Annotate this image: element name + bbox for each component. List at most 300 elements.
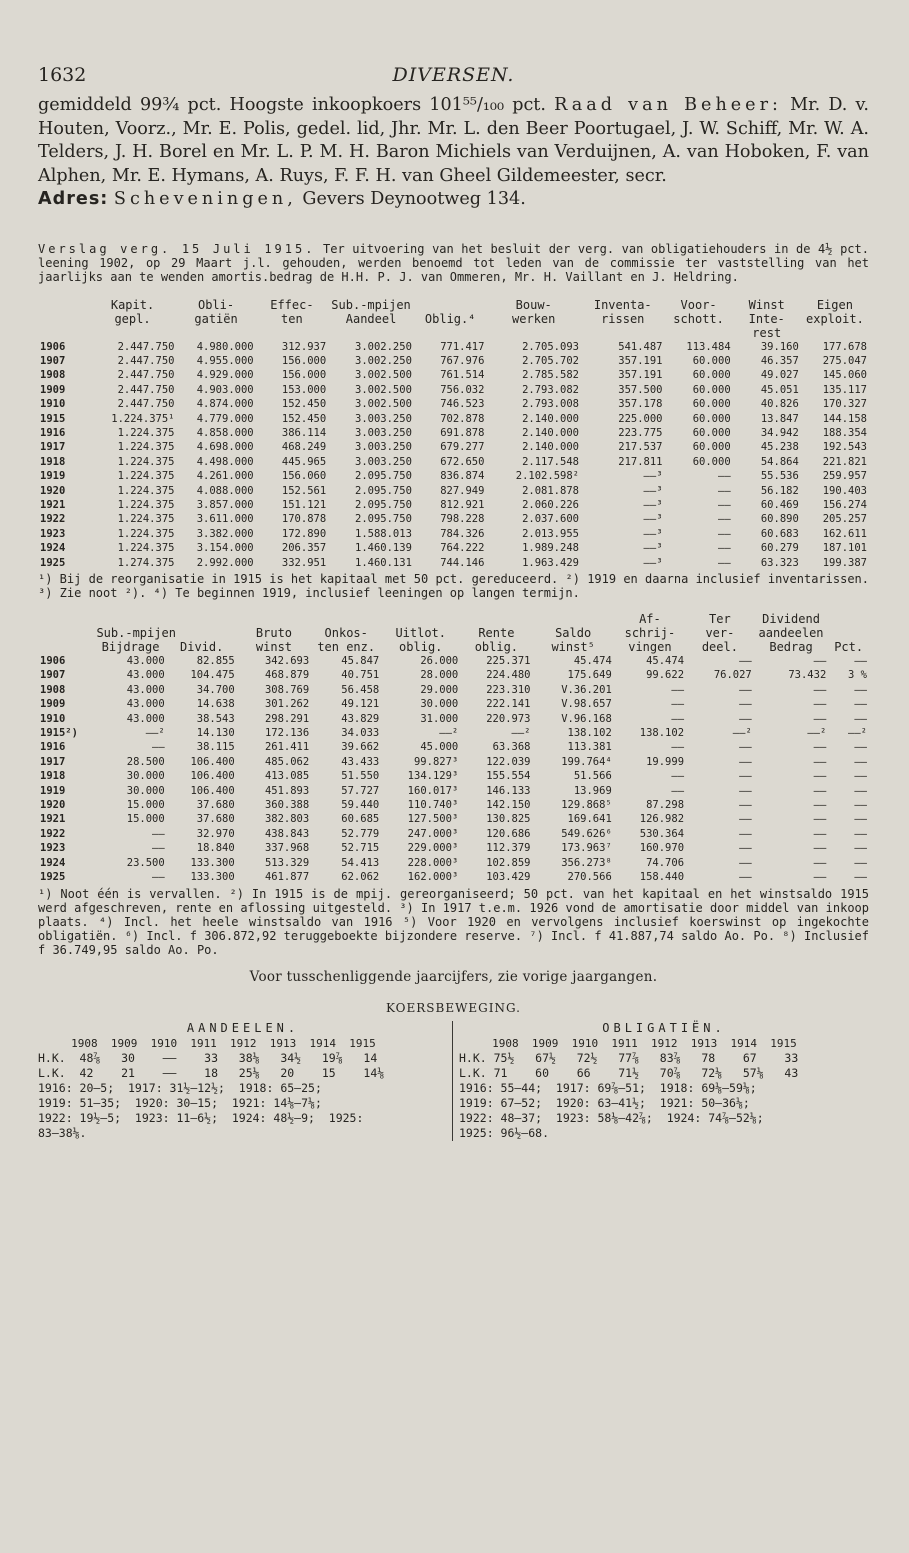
table-cell: 13.847	[760, 412, 799, 425]
address-label: Adres:	[38, 189, 109, 209]
table-cell: 1.224.375	[117, 470, 175, 483]
table-cell: 767.976	[440, 354, 485, 367]
table-cell: 106.400	[190, 755, 235, 768]
column-header	[167, 626, 237, 640]
table-cell: ——³	[643, 470, 663, 483]
year-cell: 1918	[40, 770, 66, 783]
table-cell: 1.224.375	[117, 513, 175, 526]
table-cell: 827.949	[440, 484, 485, 497]
table-cell: 46.357	[760, 354, 799, 367]
table-cell: 32.970	[196, 827, 235, 840]
table-cell: 217.537	[618, 441, 663, 454]
results-table	[38, 612, 869, 885]
table-cell: 2.140.000	[522, 441, 579, 454]
results-table-footnote: ¹) Noot één is vervallen. ²) In 1915 is de mpij. gereorganiseerd; 50 pct. van het kapitaal en het winstsaldo 1915 werd afgeschreven, rente en aflossing uitgesteld. ³) In 1917 t.e.m. 1926 vond de amortisatie door middel van inkoop plaats. ⁴) Incl. het heele winstsaldo van 1916 ⁵) Voor 1920 en vervolgens inclusief koerswinst op ingekochte obligatiën. ⁶) Incl. f 306.872,92 teruggeboekte bijzondere reserve. ⁷) Incl. f 41.887,74 saldo Ao. Po. ⁸) Inclusief f 36.749,95 saldo Ao. Po.	[38, 886, 869, 957]
year-cell: 1910	[40, 398, 66, 411]
year-cell: 1906	[40, 340, 66, 353]
table-cell: 1.224.375	[117, 498, 175, 511]
table-cell: 14.638	[196, 698, 235, 711]
table-row	[38, 856, 869, 870]
table-cell: ——	[854, 698, 867, 711]
table-cell: V.36.201	[561, 683, 612, 696]
table-cell: 1.989.248	[522, 542, 579, 555]
year-cell: 1925	[40, 871, 66, 884]
table-cell: 23.500	[126, 856, 165, 869]
table-cell: ——	[854, 784, 867, 797]
table-cell: 190.403	[822, 484, 867, 497]
meeting-report	[38, 242, 869, 284]
table-cell: 30.000	[126, 770, 165, 783]
year-cell: 1920	[40, 484, 66, 497]
table-cell: ——	[739, 799, 752, 812]
table-cell: 63.368	[492, 741, 531, 754]
table-cell: 784.326	[440, 527, 485, 540]
table-cell: ——	[813, 856, 827, 869]
table-cell: 2.447.750	[117, 369, 175, 382]
table-cell: ——	[739, 871, 752, 884]
obligatien-range-4: 1925: 96½—68.	[459, 1125, 550, 1140]
table-cell: 206.357	[281, 542, 327, 555]
table-cell: 225.000	[618, 412, 663, 425]
table-cell: ——	[739, 842, 752, 855]
column-header: deel.	[701, 640, 738, 654]
table-cell: 798.228	[440, 513, 485, 526]
table-cell: 34.033	[341, 727, 380, 740]
table-cell: 691.878	[440, 426, 485, 439]
table-cell: ——	[854, 842, 867, 855]
year-cell: 1910	[40, 712, 66, 725]
year-cell: 1924	[40, 542, 66, 555]
column-header	[801, 326, 869, 340]
table-cell: 4.955.000	[196, 354, 254, 367]
column-header: aandeelen	[758, 626, 824, 640]
obligatien-range-1: 1916: 55—44; 1917: 69⅞—51; 1918: 69⅛—59⅛;	[459, 1080, 757, 1095]
header-row	[38, 640, 869, 654]
table-cell: 1.224.375	[117, 441, 175, 454]
table-cell: 49.121	[341, 698, 380, 711]
table-cell: 60.890	[760, 513, 799, 526]
table-cell: ——²	[807, 727, 827, 740]
year-cell: 1922	[40, 827, 66, 840]
table-cell: ——	[813, 842, 827, 855]
table-cell: ——	[739, 741, 752, 754]
board-label: Raad van Beheer:	[554, 95, 782, 115]
year-cell: 1907	[40, 669, 66, 682]
table-cell: 3.382.000	[196, 527, 254, 540]
year-cell: 1917	[40, 755, 66, 768]
table-cell: 224.480	[486, 669, 531, 682]
table-cell: 175.649	[567, 669, 612, 682]
table-cell: 357.191	[618, 354, 663, 367]
year-cell: 1922	[40, 513, 66, 526]
table-cell: 51.566	[573, 770, 612, 783]
obligatien-years: 1908 1909 1910 1911 1912 1913 1914 1915	[459, 1036, 797, 1050]
table-cell: 26.000	[420, 655, 459, 667]
table-cell: 2.447.750	[117, 398, 175, 411]
table-cell: 160.970	[639, 842, 685, 855]
table-cell: 812.921	[440, 498, 485, 511]
obligatien-range-3: 1922: 48—37; 1923: 58⅛—42⅞; 1924: 74⅞—52⅛;	[459, 1110, 764, 1125]
table-cell: 29.000	[420, 683, 459, 696]
table-cell: 1.224.375	[117, 542, 175, 555]
table-cell: 60.000	[692, 441, 731, 454]
table-cell: 2.705.093	[522, 340, 579, 353]
table-cell: 60.683	[760, 527, 799, 540]
table-cell: 223.775	[618, 426, 663, 439]
table-cell: V.96.168	[561, 712, 612, 725]
table-cell: 162.611	[822, 527, 867, 540]
aandeelen-hk: H.K. 48⅞ 30 —— 33 38⅛ 34½ 19⅞ 14	[38, 1050, 378, 1065]
table-cell: ——	[813, 813, 827, 826]
table-cell: ——	[813, 698, 827, 711]
table-cell: ——	[739, 683, 752, 696]
table-row	[38, 769, 869, 783]
column-header: Ter	[709, 612, 731, 626]
table-cell: ——	[854, 741, 867, 754]
table-cell: 744.146	[440, 556, 485, 569]
table-cell: 192.543	[822, 441, 867, 454]
table-cell: 103.429	[486, 871, 531, 884]
table-cell: ——²	[732, 727, 752, 740]
table-cell: 160.017³	[407, 784, 459, 797]
table-cell: 4.698.000	[196, 441, 254, 454]
address-street: Gevers Deynootweg 134.	[302, 189, 526, 209]
year-cell: 1923	[40, 842, 66, 855]
table-cell: ——	[854, 712, 867, 725]
table-cell: 127.500³	[407, 813, 459, 826]
board-members: Mr. D. v. Houten, Voorz., Mr. E. Polis, gedel. lid, Jhr. Mr. L. den Beer Poortugael, J. W. Schiff, Mr. W. A. Telders, J. H. Borel en Mr. L. P. M. H. Baron Michiels van Verduijnen, A. van Hoboken, F. van Alphen, Mr. E. Hymans, A. Ruys, F. F. H. van Gheel Gildemeester, secr.	[38, 95, 870, 186]
table-row	[38, 827, 869, 841]
column-header	[89, 326, 177, 340]
column-header: Sub.-mpijen	[96, 626, 176, 640]
table-cell: ——	[739, 755, 752, 768]
year-cell: 1917	[40, 441, 66, 454]
table-cell: 451.893	[264, 784, 310, 797]
column-header: Kapit.	[110, 297, 155, 312]
company-intro	[38, 94, 869, 212]
table-cell: ——	[813, 784, 827, 797]
table-cell: ——	[854, 770, 867, 783]
table-row	[38, 426, 869, 440]
column-header	[38, 626, 94, 640]
table-cell: 144.158	[822, 412, 867, 425]
table-cell: 2.447.750	[117, 383, 175, 396]
table-cell: 2.037.600	[522, 513, 579, 526]
table-cell: 43.000	[126, 712, 165, 725]
column-header	[828, 626, 869, 640]
column-header	[414, 326, 487, 340]
table-cell: 468.879	[264, 669, 310, 682]
table-cell: 2.081.878	[522, 484, 579, 497]
table-cell: ——	[671, 698, 685, 711]
table-cell: 438.843	[264, 827, 310, 840]
table-cell: 761.514	[440, 369, 485, 382]
column-header: Oblig.⁴	[424, 311, 476, 326]
column-header	[256, 326, 329, 340]
column-header: Inventa-	[593, 297, 652, 312]
aandeelen-range-1: 1916: 20—5; 1917: 31½—12½; 1918: 65—25;	[38, 1080, 322, 1095]
column-header: winst	[255, 640, 293, 654]
table-row	[38, 354, 869, 368]
table-cell: 3.002.500	[355, 398, 412, 411]
year-cell: 1915	[40, 412, 66, 425]
balance-table-footnote: ¹) Bij de reorganisatie in 1915 is het kapitaal met 50 pct. gereduceerd. ²) 1919 en daarna inclusief inventarissen. ³) Zie noot ²). ⁴) Te beginnen 1919, inclusief leeningen op langen termijn.	[38, 572, 869, 600]
table-cell: 60.000	[692, 398, 731, 411]
table-cell: 679.277	[440, 441, 485, 454]
year-cell: 1908	[40, 369, 66, 382]
table-cell: 228.000³	[407, 856, 459, 869]
table-cell: 110.740³	[407, 799, 459, 812]
page-header	[38, 58, 869, 94]
table-cell: ——	[718, 556, 731, 569]
table-row	[38, 512, 869, 526]
year-cell: 1909	[40, 383, 66, 396]
table-cell: ——	[152, 842, 165, 855]
table-cell: 135.117	[822, 383, 867, 396]
table-cell: 113.484	[686, 340, 731, 353]
table-cell: 18.840	[196, 842, 235, 855]
table-cell: ——	[739, 856, 752, 869]
table-cell: 222.141	[486, 698, 531, 711]
table-row	[38, 469, 869, 483]
table-row	[38, 712, 869, 726]
report-text: Ter uitvoering van het besluit der verg. van obligatiehouders in de 4½ pct. leening 1902, op 29 Maart j.l. gehouden, werden benoemd tot leden van de commissie ter vaststelling van het jaarlijks aan te wenden amortis.bedrag de H.H. P. J. van Ommeren, Mr. H. Vaillant en J. Heldring.	[38, 241, 869, 284]
table-row	[38, 841, 869, 855]
table-cell: 4.779.000	[196, 412, 254, 425]
table-cell: 413.085	[264, 770, 310, 783]
column-header	[828, 612, 869, 626]
column-header: ten enz.	[317, 640, 376, 654]
table-row	[38, 340, 869, 354]
column-header: Bedrag	[769, 640, 813, 654]
table-cell: 3.002.500	[355, 369, 412, 382]
table-cell: 221.821	[822, 455, 867, 468]
table-cell: ——	[671, 683, 685, 696]
koers-section	[38, 1021, 869, 1141]
year-cell: 1907	[40, 354, 66, 367]
table-cell: 2.013.955	[522, 527, 579, 540]
column-header	[167, 612, 237, 626]
table-cell: 152.450	[281, 412, 327, 425]
table-row	[38, 755, 869, 769]
year-cell: 1925	[40, 556, 66, 569]
table-cell: 60.685	[341, 813, 380, 826]
table-cell: 112.379	[486, 842, 531, 855]
table-cell: 52.715	[341, 842, 380, 855]
table-cell: 99.827³	[413, 755, 459, 768]
header-row	[38, 312, 869, 326]
year-cell: 1919	[40, 470, 66, 483]
column-header	[581, 326, 665, 340]
table-cell: 99.622	[646, 669, 685, 682]
table-cell: 120.686	[486, 827, 531, 840]
table-cell: 199.387	[822, 556, 867, 569]
table-cell: 30.000	[126, 784, 165, 797]
aandeelen-range-4: 83—38⅛.	[38, 1125, 87, 1140]
table-cell: 702.878	[440, 412, 485, 425]
table-cell: 4.261.000	[196, 470, 254, 483]
table-cell: 60.000	[692, 412, 731, 425]
table-cell: ——	[671, 741, 685, 754]
column-header: Onkos-	[324, 626, 368, 640]
year-cell: 1924	[40, 856, 66, 869]
table-cell: 74.706	[646, 856, 685, 869]
table-cell: 1.460.139	[355, 542, 412, 555]
table-cell: 2.992.000	[196, 556, 254, 569]
column-header: Divid.	[180, 640, 224, 654]
table-cell: 38.543	[196, 712, 235, 725]
table-cell: 15.000	[126, 813, 165, 826]
table-cell: 3.002.500	[355, 383, 412, 396]
table-row	[38, 527, 869, 541]
table-cell: ——³	[643, 513, 663, 526]
column-header: gatiën	[194, 311, 238, 326]
table-cell: 1.224.375	[117, 484, 175, 497]
table-cell: 298.291	[264, 712, 310, 725]
year-cell: 1921	[40, 813, 66, 826]
table-cell: ——	[813, 741, 827, 754]
table-row	[38, 368, 869, 382]
column-header	[38, 326, 89, 340]
table-cell: 28.500	[126, 755, 165, 768]
table-cell: 2.785.582	[522, 369, 579, 382]
table-cell: 31.000	[420, 712, 459, 725]
table-row	[38, 683, 869, 697]
table-cell: 156.274	[822, 498, 867, 511]
column-header: Uitlot.	[395, 626, 447, 640]
table-row	[38, 784, 869, 798]
table-row	[38, 383, 869, 397]
table-cell: 3 %	[848, 669, 867, 682]
table-cell: 2.140.000	[522, 426, 579, 439]
column-header: Bouw-	[515, 297, 552, 312]
table-cell: 187.101	[822, 542, 867, 555]
column-header	[328, 326, 414, 340]
table-cell: 156.000	[281, 369, 327, 382]
table-cell: 102.859	[486, 856, 531, 869]
table-cell: 54.864	[760, 455, 799, 468]
table-row	[38, 412, 869, 426]
table-cell: ——	[854, 799, 867, 812]
table-cell: 1.963.429	[522, 556, 579, 569]
table-cell: 756.032	[440, 383, 485, 396]
table-cell: 468.249	[281, 441, 327, 454]
column-header: rest	[752, 325, 782, 340]
table-cell: 14.130	[196, 727, 235, 740]
table-cell: 3.857.000	[196, 498, 254, 511]
table-cell: 152.450	[281, 398, 327, 411]
table-cell: 549.626⁶	[561, 827, 612, 840]
table-cell: ——	[671, 770, 685, 783]
table-cell: 172.136	[264, 727, 310, 740]
table-cell: 39.662	[341, 741, 380, 754]
column-header: ver-	[705, 626, 735, 640]
table-cell: 49.027	[760, 369, 799, 382]
table-cell: 173.963⁷	[561, 842, 612, 855]
column-header: schott.	[673, 311, 724, 326]
table-cell: 43.000	[126, 698, 165, 711]
running-title: DIVERSEN.	[392, 64, 515, 86]
table-cell: 54.413	[341, 856, 380, 869]
table-row	[38, 440, 869, 454]
table-cell: 39.160	[760, 340, 799, 353]
column-header	[486, 326, 581, 340]
table-cell: 4.858.000	[196, 426, 254, 439]
table-cell: 2.095.750	[355, 513, 412, 526]
table-cell: 2.095.750	[355, 470, 412, 483]
table-cell: 485.062	[264, 755, 310, 768]
table-cell: 60.000	[692, 383, 731, 396]
table-cell: 130.825	[486, 813, 531, 826]
table-cell: 82.855	[196, 655, 235, 667]
table-cell: 217.811	[618, 455, 663, 468]
table-cell: 129.868⁵	[561, 799, 612, 812]
table-cell: 386.114	[281, 426, 327, 439]
column-header: Bruto	[255, 626, 293, 640]
table-cell: 357.178	[618, 398, 663, 411]
year-cell: 1918	[40, 455, 66, 468]
column-header: rissen	[601, 311, 645, 326]
table-cell: 153.000	[281, 383, 327, 396]
table-cell: 15.000	[126, 799, 165, 812]
column-header: werken	[512, 311, 556, 326]
table-cell: ——	[739, 827, 752, 840]
table-cell: 3.002.250	[355, 340, 412, 353]
year-cell: 1915²)	[40, 727, 78, 740]
obligatien-lk: L.K. 71 60 66 71½ 70⅞ 72⅛ 57⅛ 43	[459, 1065, 799, 1080]
obligatien-hk: H.K. 75½ 67½ 72½ 77⅞ 83⅞ 78 67 33	[459, 1050, 799, 1065]
table-cell: ——	[718, 498, 731, 511]
table-cell: 4.874.000	[196, 398, 254, 411]
table-cell: 541.487	[618, 340, 663, 353]
aandeelen-caption: AANDEELEN.	[186, 1020, 300, 1035]
table-cell: 3.003.250	[355, 426, 412, 439]
column-header	[311, 612, 381, 626]
address-line	[38, 188, 869, 212]
table-cell: 2.060.226	[522, 498, 579, 511]
koers-title: KOERSBEWEGING.	[386, 1000, 521, 1015]
table-cell: ——	[718, 470, 731, 483]
table-cell: ——	[813, 827, 827, 840]
column-header: Saldo	[555, 626, 592, 640]
table-cell: ——	[739, 655, 752, 667]
table-cell: 3.003.250	[355, 412, 412, 425]
table-cell: ——³	[643, 542, 663, 555]
table-cell: 746.523	[440, 398, 485, 411]
table-cell: 4.498.000	[196, 455, 254, 468]
table-cell: ——³	[643, 527, 663, 540]
aandeelen-range-2: 1919: 51—35; 1920: 30—15; 1921: 14⅛—7⅛;	[38, 1095, 322, 1110]
table-cell: 146.133	[486, 784, 531, 797]
column-header: oblig.	[399, 640, 443, 654]
table-cell: 2.095.750	[355, 484, 412, 497]
year-cell: 1906	[40, 655, 66, 667]
table-cell: 156.060	[281, 470, 327, 483]
table-cell: 60.000	[692, 455, 731, 468]
table-cell: 2.705.702	[522, 354, 579, 367]
table-cell: 43.000	[126, 655, 165, 667]
table-cell: 76.027	[713, 669, 752, 682]
page-number: 1632	[38, 64, 87, 86]
table-cell: 138.102	[639, 727, 685, 740]
table-row	[38, 668, 869, 682]
table-cell: ——²	[439, 727, 459, 740]
table-cell: 382.803	[264, 813, 310, 826]
table-cell: 60.469	[760, 498, 799, 511]
table-row	[38, 455, 869, 469]
table-cell: 312.937	[281, 340, 327, 353]
column-header	[38, 312, 89, 326]
